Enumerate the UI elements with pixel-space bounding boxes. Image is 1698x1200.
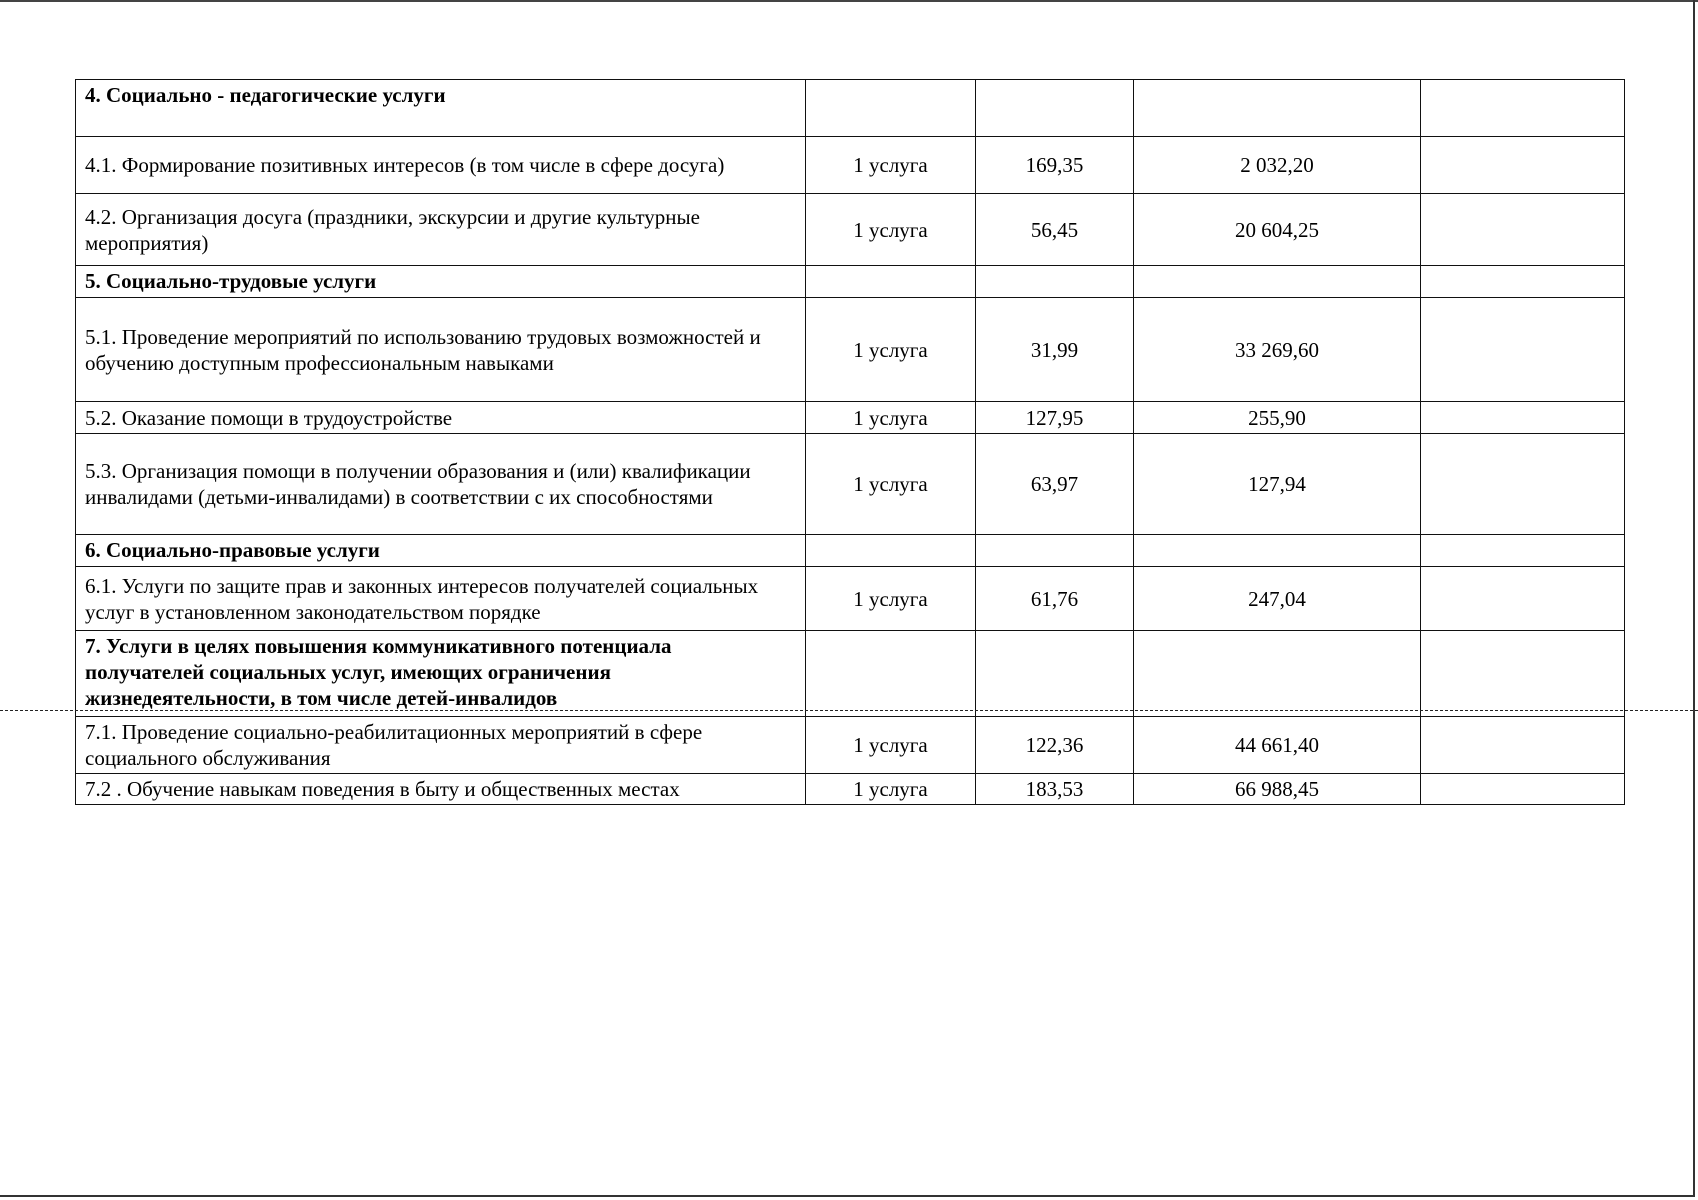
extra-cell bbox=[1421, 631, 1625, 717]
table-row bbox=[76, 402, 1625, 434]
extra-cell bbox=[1421, 434, 1625, 535]
price-cell: 31,99 bbox=[976, 298, 1134, 402]
unit-cell: 1 услуга bbox=[806, 298, 976, 402]
extra-cell bbox=[1421, 298, 1625, 402]
total-cell bbox=[1134, 535, 1421, 567]
service-name: 5. Социально-трудовые услуги bbox=[76, 266, 806, 298]
service-name: 7.2 . Обучение навыкам поведения в быту и общественных местах bbox=[76, 774, 806, 805]
service-name: 7. Услуги в целях повышения коммуникативного потенциала получателей социальных услуг, имеющих ограничения жизнедеятельности, в том числе детей-инвалидов bbox=[76, 631, 806, 717]
table-row bbox=[76, 567, 1625, 631]
price-cell: 169,35 bbox=[976, 137, 1134, 194]
unit-cell bbox=[806, 266, 976, 298]
price-cell bbox=[976, 631, 1134, 717]
service-name: 7.1. Проведение социально-реабилитационных мероприятий в сфере социального обслуживания bbox=[76, 717, 806, 774]
price-cell: 183,53 bbox=[976, 774, 1134, 805]
total-cell bbox=[1134, 631, 1421, 717]
service-name: 6.1. Услуги по защите прав и законных интересов получателей социальных услуг в установленном законодательством порядке bbox=[76, 567, 806, 631]
total-cell: 20 604,25 bbox=[1134, 194, 1421, 266]
table-row-section-5 bbox=[76, 266, 1625, 298]
total-cell: 66 988,45 bbox=[1134, 774, 1421, 805]
unit-cell: 1 услуга bbox=[806, 567, 976, 631]
price-cell: 56,45 bbox=[976, 194, 1134, 266]
total-cell: 44 661,40 bbox=[1134, 717, 1421, 774]
service-name: 6. Социально-правовые услуги bbox=[76, 535, 806, 567]
total-cell: 127,94 bbox=[1134, 434, 1421, 535]
price-cell: 127,95 bbox=[976, 402, 1134, 434]
service-name: 4. Социально - педагогические услуги bbox=[76, 80, 806, 137]
unit-cell: 1 услуга bbox=[806, 434, 976, 535]
extra-cell bbox=[1421, 80, 1625, 137]
table-row-section-7 bbox=[76, 631, 1625, 717]
unit-cell bbox=[806, 80, 976, 137]
unit-cell: 1 услуга bbox=[806, 717, 976, 774]
extra-cell bbox=[1421, 717, 1625, 774]
unit-cell: 1 услуга bbox=[806, 194, 976, 266]
service-name: 4.2. Организация досуга (праздники, экскурсии и другие культурные мероприятия) bbox=[76, 194, 806, 266]
table-row-section-6 bbox=[76, 535, 1625, 567]
total-cell: 33 269,60 bbox=[1134, 298, 1421, 402]
table-row bbox=[76, 717, 1625, 774]
unit-cell: 1 услуга bbox=[806, 402, 976, 434]
table-row bbox=[76, 434, 1625, 535]
service-name: 5.2. Оказание помощи в трудоустройстве bbox=[76, 402, 806, 434]
unit-cell bbox=[806, 631, 976, 717]
extra-cell bbox=[1421, 535, 1625, 567]
price-cell: 63,97 bbox=[976, 434, 1134, 535]
unit-cell: 1 услуга bbox=[806, 774, 976, 805]
total-cell: 2 032,20 bbox=[1134, 137, 1421, 194]
table-row-section-4 bbox=[76, 80, 1625, 137]
table-row bbox=[76, 137, 1625, 194]
price-cell bbox=[976, 80, 1134, 137]
table-row bbox=[76, 774, 1625, 805]
total-cell: 247,04 bbox=[1134, 567, 1421, 631]
table-row bbox=[76, 298, 1625, 402]
service-name: 5.3. Организация помощи в получении образования и (или) квалификации инвалидами (детьми-инвалидами) в соответствии с их способностями bbox=[76, 434, 806, 535]
unit-cell: 1 услуга bbox=[806, 137, 976, 194]
extra-cell bbox=[1421, 402, 1625, 434]
price-cell bbox=[976, 266, 1134, 298]
extra-cell bbox=[1421, 774, 1625, 805]
services-table bbox=[75, 79, 1625, 805]
dashed-cut-line bbox=[0, 710, 1698, 711]
price-cell bbox=[976, 535, 1134, 567]
table-row bbox=[76, 194, 1625, 266]
service-name: 4.1. Формирование позитивных интересов (в том числе в сфере досуга) bbox=[76, 137, 806, 194]
extra-cell bbox=[1421, 567, 1625, 631]
price-cell: 122,36 bbox=[976, 717, 1134, 774]
extra-cell bbox=[1421, 194, 1625, 266]
service-name: 5.1. Проведение мероприятий по использованию трудовых возможностей и обучению доступным профессиональным навыками bbox=[76, 298, 806, 402]
extra-cell bbox=[1421, 137, 1625, 194]
extra-cell bbox=[1421, 266, 1625, 298]
unit-cell bbox=[806, 535, 976, 567]
total-cell bbox=[1134, 266, 1421, 298]
price-cell: 61,76 bbox=[976, 567, 1134, 631]
total-cell bbox=[1134, 80, 1421, 137]
total-cell: 255,90 bbox=[1134, 402, 1421, 434]
